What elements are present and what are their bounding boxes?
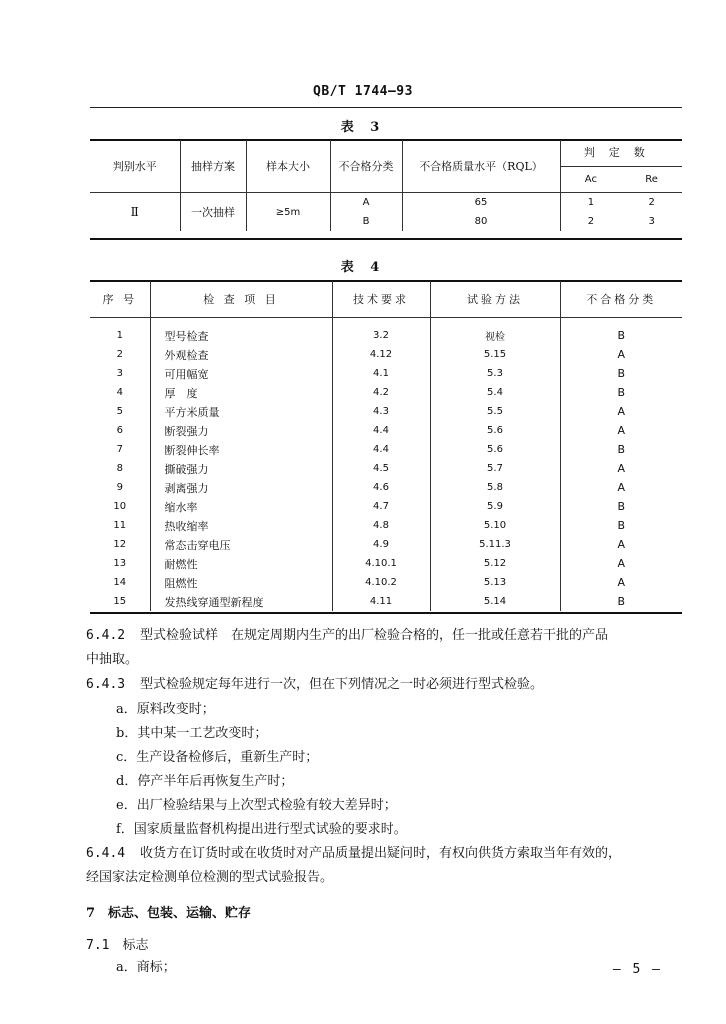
class-cell: B [617, 519, 626, 532]
row-number-cell: 10 [90, 497, 150, 516]
item-name-cell: 厚 度 [150, 383, 332, 402]
table3-header-level: 判别水平 [90, 140, 180, 193]
list-item: a．商标； [116, 960, 176, 975]
clause-text: 经国家法定检测单位检测的型式试验报告。 [86, 870, 334, 885]
item-name-cell: 缩水率 [150, 497, 332, 516]
class-cell: A [617, 462, 626, 475]
row-number-cell: 11 [90, 516, 150, 535]
table-row [90, 193, 682, 213]
table4 [90, 281, 682, 611]
requirement-cell: 4.9 [332, 535, 430, 554]
item-name-cell: 发热线穿通型新程度 [150, 592, 332, 611]
row-number-cell: 15 [90, 592, 150, 611]
table3-header-rql: 不合格质量水平（RQL） [402, 140, 560, 193]
row-number-cell: 6 [90, 421, 150, 440]
size-cell: ≥5m [246, 193, 330, 232]
item-name-cell: 热收缩率 [150, 516, 332, 535]
rql-cell: 65 [402, 193, 560, 213]
class-cell: A [617, 538, 626, 551]
class-cell: B [617, 595, 626, 608]
requirement-cell: 4.12 [332, 345, 430, 364]
class-cell: A [617, 481, 626, 494]
table-row [90, 383, 682, 402]
table4-header-row [90, 281, 682, 318]
clause-text: 中抽取。 [86, 652, 139, 667]
table-row [90, 554, 682, 573]
test-method-cell: 视检 [430, 318, 560, 346]
item-name-cell: 耐燃性 [150, 554, 332, 573]
class-cell: A [617, 557, 626, 570]
clause-number: 6.4.4 [86, 846, 126, 861]
item-name-cell: 剥离强力 [150, 478, 332, 497]
class-cell: B [617, 500, 626, 513]
table-row [90, 402, 682, 421]
test-method-cell: 5.7 [430, 459, 560, 478]
row-number-cell: 1 [90, 318, 150, 346]
table4-header-class: 不合格分类 [560, 281, 682, 318]
clause-text: 型式检验规定每年进行一次，但在下列情况之一时必须进行型式检验。 [140, 677, 544, 692]
list-item: b．其中某一工艺改变时； [116, 726, 268, 741]
requirement-cell: 4.1 [332, 364, 430, 383]
row-number-cell: 13 [90, 554, 150, 573]
row-number-cell: 4 [90, 383, 150, 402]
requirement-cell: 3.2 [332, 318, 430, 346]
requirement-cell: 4.2 [332, 383, 430, 402]
class-cell: B [617, 386, 626, 399]
requirement-cell: 4.4 [332, 421, 430, 440]
list-item: a．原料改变时； [116, 702, 215, 717]
table4-header-req: 技术要求 [332, 281, 430, 318]
requirement-cell: 4.5 [332, 459, 430, 478]
test-method-cell: 5.13 [430, 573, 560, 592]
clause-number: 6.4.3 [86, 677, 126, 692]
table4-header-item: 检 查 项 目 [150, 281, 332, 318]
item-name-cell: 外观检查 [150, 345, 332, 364]
requirement-cell: 4.10.2 [332, 573, 430, 592]
header-rule [90, 107, 682, 108]
test-method-cell: 5.12 [430, 554, 560, 573]
row-number-cell: 5 [90, 402, 150, 421]
class-cell: A [617, 424, 626, 437]
document-code: QB/T 1744—93 [313, 84, 413, 99]
requirement-cell: 4.4 [332, 440, 430, 459]
table3 [90, 140, 682, 231]
ac-value: 1 [587, 197, 595, 208]
requirement-cell: 4.6 [332, 478, 430, 497]
level-cell: Ⅱ [90, 193, 180, 232]
test-method-cell: 5.5 [430, 402, 560, 421]
plan-cell: 一次抽样 [180, 193, 246, 232]
table-row [90, 318, 682, 346]
table-row [90, 573, 682, 592]
table-row [90, 592, 682, 611]
page-number: — 5 — [612, 962, 662, 977]
row-number-cell: 3 [90, 364, 150, 383]
item-name-cell: 型号检查 [150, 318, 332, 346]
table-row [90, 478, 682, 497]
row-number-cell: 8 [90, 459, 150, 478]
item-name-cell: 断裂强力 [150, 421, 332, 440]
list-item: e．出厂检验结果与上次型式检验有较大差异时； [116, 798, 397, 813]
item-name-cell: 阻燃性 [150, 573, 332, 592]
re-label: Re [645, 174, 658, 185]
section-heading: 7 标志、包装、运输、贮存 [86, 906, 252, 921]
test-method-cell: 5.8 [430, 478, 560, 497]
ac-label: Ac [584, 174, 597, 185]
list-item: c．生产设备检修后，重新生产时； [116, 750, 319, 765]
rql-cell: 80 [402, 212, 560, 231]
table-row [90, 440, 682, 459]
test-method-cell: 5.10 [430, 516, 560, 535]
table3-caption: 表 3 [340, 120, 386, 135]
list-item: d．停产半年后再恢复生产时； [116, 774, 294, 789]
row-number-cell: 7 [90, 440, 150, 459]
list-item: f．国家质量监督机构提出进行型式试验的要求时。 [116, 822, 407, 837]
subsection-heading: 7.1 标志 [86, 938, 149, 953]
class-cell: A [330, 193, 402, 213]
item-name-cell: 断裂伸长率 [150, 440, 332, 459]
clause-number: 6.4.2 [86, 628, 126, 643]
class-cell: B [617, 329, 626, 342]
class-cell: B [330, 212, 402, 231]
requirement-cell: 4.7 [332, 497, 430, 516]
class-cell: B [617, 367, 626, 380]
table3-header-judge [560, 140, 682, 193]
test-method-cell: 5.6 [430, 421, 560, 440]
row-number-cell: 2 [90, 345, 150, 364]
row-number-cell: 9 [90, 478, 150, 497]
clause-text: 收货方在订货时或在收货时对产品质量提出疑问时，有权向供货方索取当年有效的， [140, 846, 622, 861]
test-method-cell: 5.3 [430, 364, 560, 383]
test-method-cell: 5.6 [430, 440, 560, 459]
requirement-cell: 4.3 [332, 402, 430, 421]
class-cell: A [617, 348, 626, 361]
re-value: 3 [648, 216, 655, 227]
class-cell: A [617, 576, 626, 589]
table-row [90, 345, 682, 364]
row-number-cell: 14 [90, 573, 150, 592]
table3-header-size: 样本大小 [246, 140, 330, 193]
table4-header-method: 试验方法 [430, 281, 560, 318]
table-row [90, 497, 682, 516]
re-value: 2 [648, 197, 655, 208]
table3-bottom-rule [90, 238, 682, 240]
table-row [90, 364, 682, 383]
item-name-cell: 常态击穿电压 [150, 535, 332, 554]
table4-body [90, 318, 682, 612]
table4-header-no: 序 号 [90, 281, 150, 318]
clause-text: 型式检验试样 在规定周期内生产的出厂检验合格的，任一批或任意若干批的产品 [140, 628, 609, 643]
test-method-cell: 5.9 [430, 497, 560, 516]
test-method-cell: 5.15 [430, 345, 560, 364]
table4-bottom-rule [90, 612, 682, 614]
requirement-cell: 4.8 [332, 516, 430, 535]
table3-header-class: 不合格分类 [330, 140, 402, 193]
table3-header-row [90, 140, 682, 193]
item-name-cell: 撕破强力 [150, 459, 332, 478]
test-method-cell: 5.14 [430, 592, 560, 611]
table3-header-plan: 抽样方案 [180, 140, 246, 193]
class-cell: A [617, 405, 626, 418]
requirement-cell: 4.11 [332, 592, 430, 611]
test-method-cell: 5.4 [430, 383, 560, 402]
ac-value: 2 [587, 216, 595, 227]
table-row [90, 535, 682, 554]
class-cell: B [617, 443, 626, 456]
table-row [90, 421, 682, 440]
table-row [90, 516, 682, 535]
judge-label: 判定数 [561, 140, 683, 167]
test-method-cell: 5.11.3 [430, 535, 560, 554]
row-number-cell: 12 [90, 535, 150, 554]
item-name-cell: 可用幅宽 [150, 364, 332, 383]
item-name-cell: 平方米质量 [150, 402, 332, 421]
table4-caption: 表 4 [340, 260, 386, 275]
table-row [90, 459, 682, 478]
requirement-cell: 4.10.1 [332, 554, 430, 573]
